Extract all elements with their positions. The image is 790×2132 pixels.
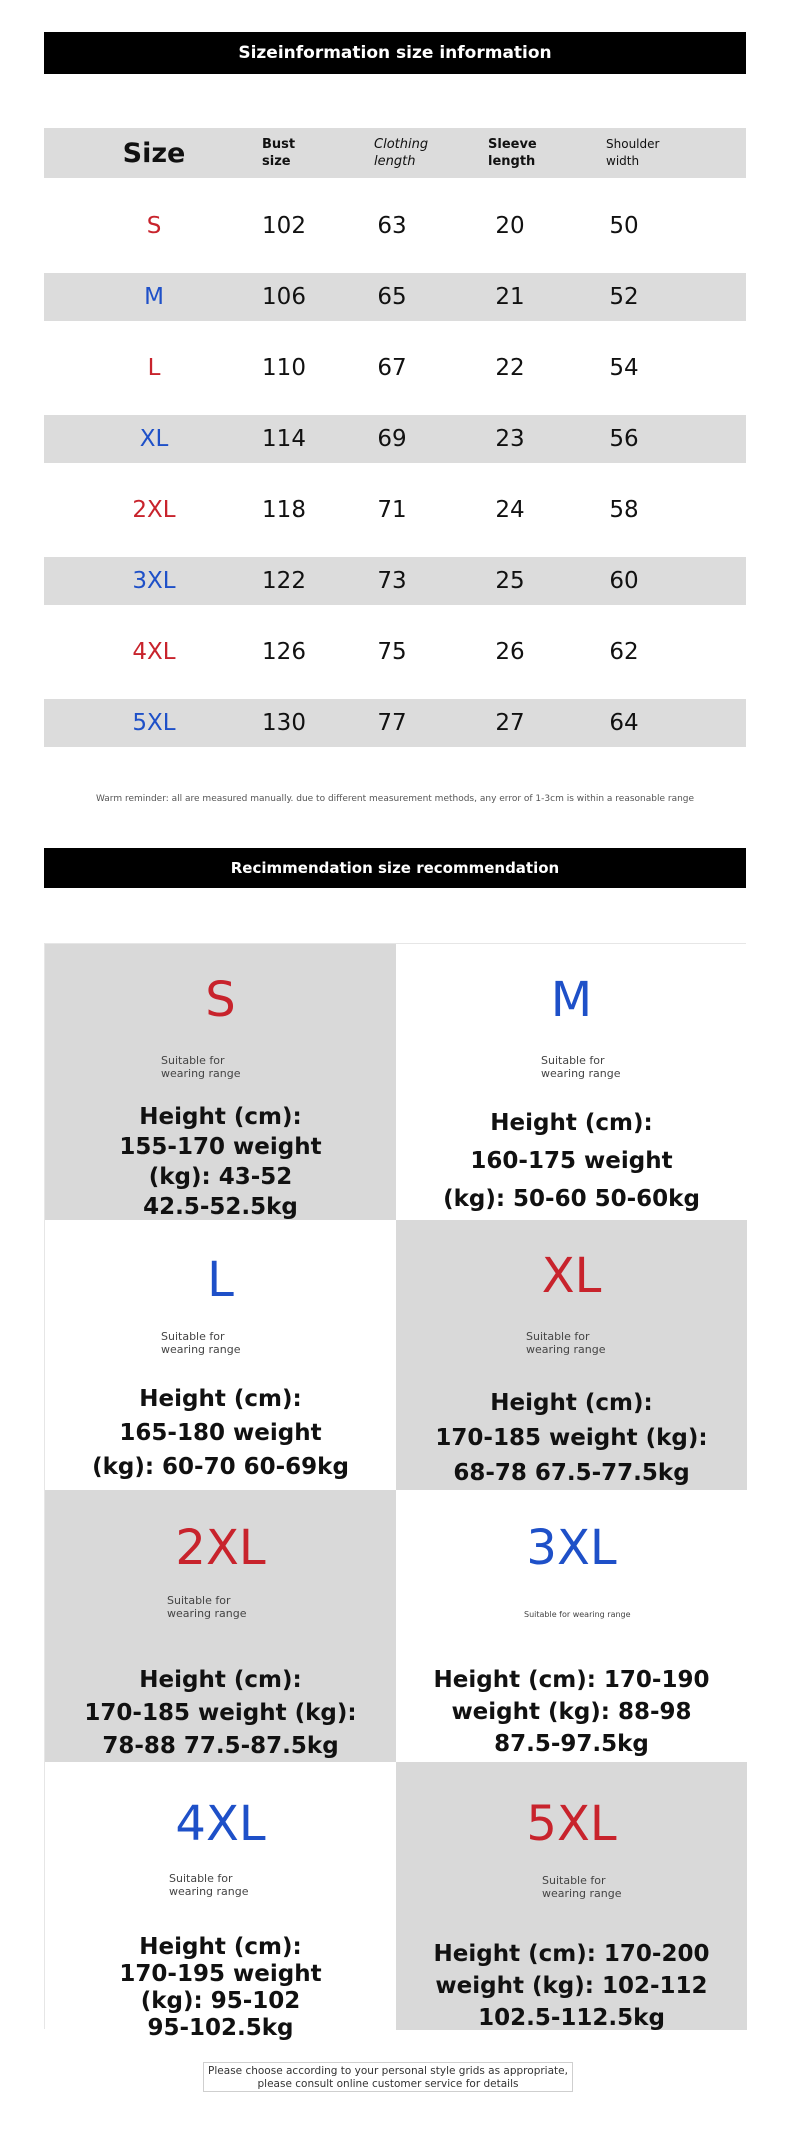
- table-cell-shoulder: 52: [609, 284, 639, 310]
- header-size: Size: [122, 137, 186, 169]
- table-cell-shoulder: 58: [609, 497, 639, 523]
- table-cell-bust: 122: [262, 568, 306, 594]
- table-cell-bust: 106: [262, 284, 306, 310]
- table-cell-sleeve: 24: [495, 497, 525, 523]
- range-line: (kg): 43-52: [148, 1164, 293, 1190]
- card-suitable: Suitable for wearing range: [161, 1054, 241, 1080]
- table-cell-size: 5XL: [132, 710, 176, 736]
- card-4xl: [45, 1762, 396, 2041]
- range-line: Height (cm): 170-200: [433, 1941, 710, 1967]
- range-line: Height (cm):: [139, 1104, 302, 1130]
- card-2xl: [45, 1490, 396, 1762]
- card-suitable: Suitable for wearing range: [542, 1874, 622, 1900]
- range-line: Height (cm):: [490, 1390, 653, 1416]
- table-cell-length: 67: [377, 355, 407, 381]
- range-line: 68-78 67.5-77.5kg: [453, 1460, 690, 1486]
- table-cell-shoulder: 56: [609, 426, 639, 452]
- range-line: 165-180 weight: [119, 1420, 322, 1446]
- card-suitable: Suitable for wearing range: [169, 1872, 249, 1898]
- range-line: Height (cm):: [139, 1386, 302, 1412]
- table-row: [44, 202, 746, 250]
- card-range: [396, 1664, 747, 1760]
- size-information-title: Sizeinformation size information: [238, 43, 552, 63]
- range-line: 160-175 weight: [470, 1148, 673, 1174]
- card-5xl: [396, 1762, 747, 2030]
- table-cell-size: S: [146, 213, 162, 239]
- card-size: M: [550, 972, 593, 1028]
- range-line: Height (cm):: [139, 1934, 302, 1960]
- card-range: [45, 1102, 396, 1222]
- table-row: [44, 557, 746, 605]
- table-cell-size: 2XL: [132, 497, 176, 523]
- card-suitable: Suitable for wearing range: [524, 1610, 631, 1619]
- table-cell-bust: 114: [262, 426, 306, 452]
- table-cell-size: M: [144, 284, 164, 310]
- range-line: (kg): 60-70 60-69kg: [92, 1454, 349, 1480]
- header-shoulder: Shoulder width: [606, 137, 660, 168]
- range-line: 170-185 weight (kg):: [84, 1700, 357, 1726]
- range-line: 42.5-52.5kg: [143, 1194, 298, 1220]
- table-cell-sleeve: 26: [495, 639, 525, 665]
- table-row: [44, 415, 746, 463]
- card-size: 4XL: [175, 1796, 266, 1852]
- header-sleeve: Sleeve length: [488, 137, 537, 169]
- table-cell-sleeve: 25: [495, 568, 525, 594]
- range-line: (kg): 50-60 50-60kg: [443, 1186, 700, 1212]
- table-cell-bust: 102: [262, 213, 306, 239]
- card-suitable: Suitable for wearing range: [541, 1054, 621, 1080]
- card-range: [396, 1104, 747, 1218]
- card-size: 5XL: [526, 1796, 617, 1852]
- table-cell-bust: 126: [262, 639, 306, 665]
- table-cell-shoulder: 50: [609, 213, 639, 239]
- table-cell-size: XL: [139, 426, 169, 452]
- recommendation-title: Recimmendation size recommendation: [230, 859, 560, 877]
- card-3xl: [396, 1490, 747, 1762]
- footer-note: Please choose according to your personal style grids as appropriate, please consult online customer service for details: [203, 2062, 573, 2092]
- card-size: 2XL: [175, 1520, 266, 1576]
- card-m: [396, 944, 747, 1220]
- range-line: 170-195 weight: [119, 1961, 322, 1987]
- card-range: [396, 1386, 747, 1491]
- card-size: S: [205, 972, 236, 1028]
- table-row: [44, 344, 746, 392]
- table-cell-shoulder: 62: [609, 639, 639, 665]
- table-cell-bust: 130: [262, 710, 306, 736]
- table-cell-shoulder: 60: [609, 568, 639, 594]
- table-cell-length: 71: [377, 497, 407, 523]
- card-xl: [396, 1220, 747, 1490]
- table-cell-sleeve: 21: [495, 284, 525, 310]
- range-line: 102.5-112.5kg: [478, 2005, 665, 2031]
- table-cell-size: 4XL: [132, 639, 176, 665]
- table-cell-bust: 118: [262, 497, 306, 523]
- range-line: 95-102.5kg: [147, 2015, 294, 2041]
- table-cell-bust: 110: [262, 355, 306, 381]
- card-suitable: Suitable for wearing range: [161, 1330, 241, 1356]
- table-row: [44, 273, 746, 321]
- measurement-reminder: Warm reminder: all are measured manually. due to different measurement methods, any error of 1-3cm is within a reasonable range: [95, 794, 695, 804]
- card-range: [45, 1664, 396, 1763]
- table-cell-length: 75: [377, 639, 407, 665]
- card-l: [45, 1220, 396, 1490]
- range-line: Height (cm): 170-190: [433, 1667, 710, 1693]
- size-information-banner: [44, 32, 746, 74]
- range-line: 155-170 weight: [119, 1134, 322, 1160]
- table-cell-shoulder: 54: [609, 355, 639, 381]
- card-suitable: Suitable for wearing range: [526, 1330, 606, 1356]
- card-size: L: [207, 1252, 234, 1308]
- range-line: weight (kg): 88-98: [451, 1699, 692, 1725]
- table-cell-length: 63: [377, 213, 407, 239]
- table-cell-length: 65: [377, 284, 407, 310]
- card-suitable: Suitable for wearing range: [167, 1594, 247, 1620]
- header-length: Clothing length: [374, 137, 429, 169]
- recommendation-banner: [44, 848, 746, 888]
- card-range: [396, 1938, 747, 2034]
- table-cell-length: 73: [377, 568, 407, 594]
- range-line: 87.5-97.5kg: [494, 1731, 649, 1757]
- card-range: [45, 1382, 396, 1484]
- table-cell-shoulder: 64: [609, 710, 639, 736]
- range-line: 170-185 weight (kg):: [435, 1425, 708, 1451]
- table-cell-size: L: [147, 355, 161, 381]
- table-cell-sleeve: 27: [495, 710, 525, 736]
- table-row: [44, 699, 746, 747]
- range-line: Height (cm):: [139, 1667, 302, 1693]
- range-line: weight (kg): 102-112: [435, 1973, 708, 1999]
- table-cell-length: 69: [377, 426, 407, 452]
- table-row: [44, 628, 746, 676]
- table-cell-sleeve: 23: [495, 426, 525, 452]
- card-s: [45, 944, 396, 1220]
- range-line: (kg): 95-102: [140, 1988, 301, 2014]
- table-header: [44, 128, 746, 178]
- recommendation-grid: [44, 943, 746, 2041]
- table-cell-sleeve: 22: [495, 355, 525, 381]
- card-size: XL: [541, 1248, 602, 1304]
- table-cell-size: 3XL: [132, 568, 176, 594]
- card-range: [45, 1934, 396, 2042]
- range-line: Height (cm):: [490, 1110, 653, 1136]
- table-cell-length: 77: [377, 710, 407, 736]
- size-table: [44, 128, 746, 770]
- table-cell-sleeve: 20: [495, 213, 525, 239]
- header-bust: Bust size: [262, 137, 296, 169]
- card-size: 3XL: [526, 1520, 617, 1576]
- table-row: [44, 486, 746, 534]
- range-line: 78-88 77.5-87.5kg: [102, 1733, 339, 1759]
- table-body: [44, 202, 746, 747]
